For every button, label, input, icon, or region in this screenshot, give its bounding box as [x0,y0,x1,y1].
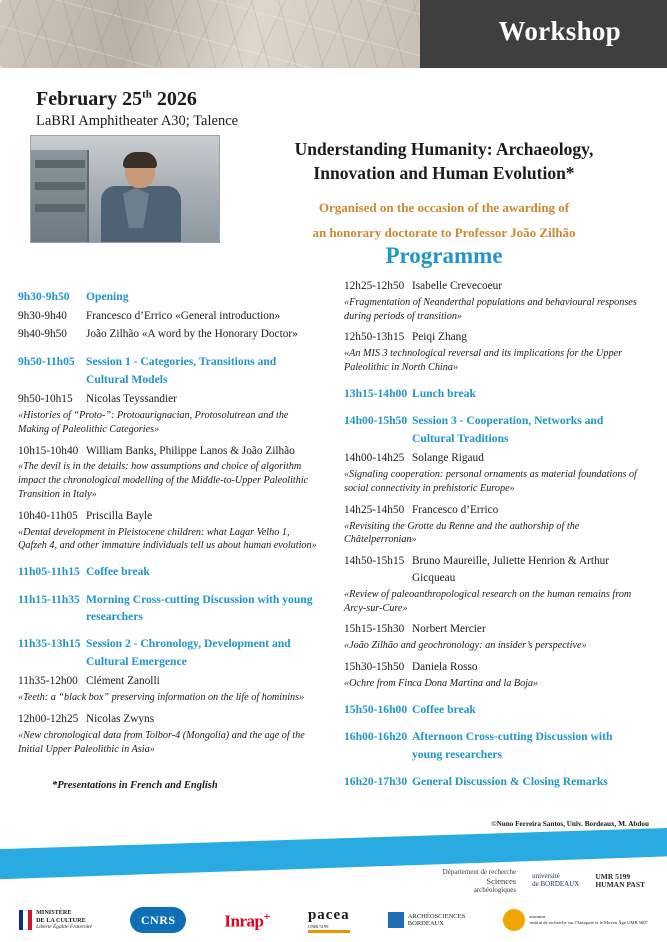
schedule-time: 14h50-15h15 [344,555,405,568]
programme-column-left [18,278,318,762]
page-subtitle-line2: an honorary doctorate to Professor João Zilhão [312,224,576,240]
schedule-time: 12h00-12h25 [18,712,79,725]
talk-abstract: «Teeth: a “black box” preserving information on the life of hominins» [18,692,305,704]
logo-culture-line2: DE LA CULTURE [36,916,86,924]
schedule-time: 12h25-12h50 [344,280,405,292]
talk-abstract: «Ochre from Finca Dona Martina and la Boja» [344,678,539,690]
talk-abstract: «Dental development in Pleistocene children: what Lagar Velho 1, Qafzeh 4, and other immature individuals tell us about human evolution» [18,526,317,552]
logo-inrap-text: Inrap [224,911,264,931]
schedule-row [344,553,644,587]
logo-universite-de-bordeaux [532,873,579,888]
schedule-row [18,508,318,525]
portrait-shelf [31,150,89,243]
page-title-line2: Innovation and Human Evolution* [313,162,575,183]
speaker-name: William Banks, Philippe Lanos & João Zilhão [86,444,295,457]
speaker-name: Francesco d’Errico «General introduction» [86,310,281,323]
schedule-row [18,443,318,460]
portrait-person [95,154,187,243]
logo-inrap [224,909,269,932]
schedule-row [18,391,318,408]
schedule-time: 9h30-9h40 [18,310,67,323]
session-header-row [18,635,318,670]
honoree-portrait-photo [30,135,220,243]
schedule-row [18,326,318,343]
schedule-row [18,673,318,690]
logo-ub-line1: université [532,872,560,881]
schedule-time: 11h35-12h00 [18,675,78,688]
schedule-time: 16h00-16h20 [344,730,408,744]
speaker-name: Isabelle Crevecoeur [412,280,503,292]
logo-as-line2: BORDEAUX [407,920,444,927]
logo-ausonius-sub: institut de recherche sur l'Antiquité et le Moyen Âge UMR 5607 [529,920,648,925]
session-title: Lunch break [412,386,476,400]
ausonius-mark-icon [503,909,525,931]
logo-departement-sciences-archeologiques [443,868,516,895]
logo-culture-line3: Liberté Égalité Fraternité [36,924,93,931]
event-date-day: February 25 [36,88,143,110]
session-title: Afternoon Cross-cutting Discussion with young researchers [412,730,613,761]
schedule-time: 16h20-17h30 [344,775,408,789]
programme-column-right [344,278,644,793]
session-header-row [344,385,644,402]
speaker-name: João Zilhão «A word by the Honorary Doctor» [86,328,298,341]
speaker-name: Solange Rigaud [412,452,484,465]
schedule-time: 14h00-15h50 [344,414,408,428]
session-title: Session 2 - Chronology, Development and Cultural Emergence [86,637,291,668]
session-title: Morning Cross-cutting Discussion with young researchers [86,592,313,623]
mosaic-pattern [0,0,420,68]
talk-abstract: «Fragmentation of Neanderthal populations and behavioural responses during periods of transition» [344,296,637,322]
logo-dept-line2: Sciences [486,875,517,886]
programme-heading: Programme [385,243,503,268]
session-title: Session 3 - Cooperation, Networks and Cultural Traditions [412,414,604,445]
schedule-time: 11h15-11h35 [18,592,80,606]
schedule-time: 11h35-13h15 [18,637,81,651]
logo-archeosciences-bordeaux [388,912,465,928]
schedule-row [344,278,644,295]
speaker-name: Nicolas Zwyns [86,712,155,725]
logo-pacea-sub: UMR 5199 [307,924,329,929]
logo-culture-line1: MINISTÈRE [36,908,72,916]
logo-pacea-text: pacea [307,907,350,923]
session-header-row [344,412,644,447]
logo-ub-line2: de BORDEAUX [532,880,580,888]
session-header-row [344,728,644,763]
logo-inrap-cross: + [263,908,270,923]
schedule-time: 15h30-15h50 [344,661,405,674]
event-date [36,88,197,111]
logo-dept-line3: archéologiques [473,886,517,895]
session-header-row [18,288,318,305]
talk-abstract: «New chronological data from Tolbor-4 (Mongolia) and the age of the Initial Upper Paleolithic in Asia» [18,729,305,755]
page-subtitle [234,196,654,245]
session-header-row [18,591,318,626]
schedule-time: 10h40-11h05 [18,509,78,522]
schedule-time: 9h30-9h50 [18,290,70,303]
speaker-name: Francesco d’Errico [412,503,499,516]
photo-credit: ©Nuno Ferreira Santos, Univ. Bordeaux, M. Abdou [491,820,649,828]
speaker-name: Clément Zanolli [86,675,160,688]
session-header-row [18,563,318,580]
session-title: Session 1 - Categories, Transitions and Cultural Models [86,355,277,386]
speaker-name: Daniela Rosso [412,661,478,674]
speaker-name: Peiqi Zhang [412,331,467,344]
event-date-year: 2026 [151,88,197,110]
schedule-row [344,502,644,519]
partner-logos-bottom [0,898,667,942]
partner-logos-top [0,862,667,900]
talk-abstract: «An MIS 3 technological reversal and its implications for the Upper Paleolithic in North China» [344,348,623,374]
schedule-time: 13h15-14h00 [344,386,408,400]
session-title: Opening [86,290,129,303]
presentations-language-note: *Presentations in French and English [52,780,218,791]
schedule-time: 10h15-10h40 [18,444,79,457]
schedule-row [344,621,644,638]
logo-pacea [308,907,350,933]
speaker-name: Nicolas Teyssandier [86,393,177,406]
schedule-time: 15h50-16h00 [344,702,408,716]
session-header-row [344,773,644,790]
logo-dept-line1: Département de recherche [442,867,517,876]
page-title [234,138,654,185]
schedule-time: 14h00-14h25 [344,452,405,465]
session-header-row [344,701,644,718]
session-title: Coffee break [86,565,150,579]
portrait-hair [123,152,157,168]
schedule-time: 15h15-15h30 [344,623,405,636]
talk-abstract: «Revisiting the Grotte du Renne and the authorship of the Châtelperronian» [344,520,580,546]
schedule-time: 12h50-13h15 [344,331,405,344]
logo-ausonius [503,909,647,931]
archeosciences-mark-icon [388,912,404,928]
session-title: General Discussion & Closing Remarks [412,775,608,789]
schedule-row [344,329,644,346]
schedule-time: 14h25-14h50 [344,503,405,516]
schedule-row [18,308,318,325]
logo-ministere-de-la-culture [19,909,92,931]
logo-hp-line1: UMR 5199 [595,871,631,881]
logo-ausonius-text: ausonius [529,914,546,920]
logo-as-line1: ARCHÉOSCIENCES [407,912,466,920]
speaker-name: Bruno Maureille, Juliette Henrion & Arthur Gicqueau [412,555,610,584]
talk-abstract: «Review of paleoanthropological research on the human remains from Arcy-sur-Cure» [344,588,632,614]
event-date-ordinal: th [142,88,152,101]
talk-abstract: «João Zilhão and geochronology: an insider’s perspective» [344,640,587,652]
talk-abstract: «Histories of “Proto-”: Protoaurignacian, Protosolutrean and the Making of Paleolithic Categories» [18,409,289,435]
session-header-row [18,353,318,388]
event-venue: LaBRI Amphitheater A30; Talence [36,113,239,129]
logo-cnrs: CNRS [130,907,186,933]
page-title-line1: Understanding Humanity: Archaeology, [294,139,594,159]
speaker-name: Priscilla Bayle [86,509,153,522]
talk-abstract: «Signaling cooperation: personal ornaments as material foundations of social connectivity in prehistoric Europe» [344,469,637,494]
schedule-row [344,659,644,676]
french-flag-icon [19,910,32,930]
logo-hp-line2: HUMAN PAST [595,880,645,889]
schedule-time: 9h50-10h15 [18,393,73,406]
page-subtitle-line1: Organised on the occasion of the awarding of [318,200,570,215]
schedule-row [344,450,644,467]
speaker-name: Norbert Mercier [412,623,486,636]
talk-abstract: «The devil is in the details: how assumptions and choice of algorithm impact the chronological modelling of the Middle-to-Upper Paleolithic Transition in Italy» [18,461,309,500]
schedule-time: 9h40-9h50 [18,328,67,341]
workshop-title: Workshop [498,16,621,46]
schedule-time: 9h50-11h05 [18,355,75,369]
session-title: Coffee break [412,702,476,716]
logo-human-past [595,873,645,890]
schedule-row [18,711,318,728]
schedule-time: 11h05-11h15 [18,565,80,579]
